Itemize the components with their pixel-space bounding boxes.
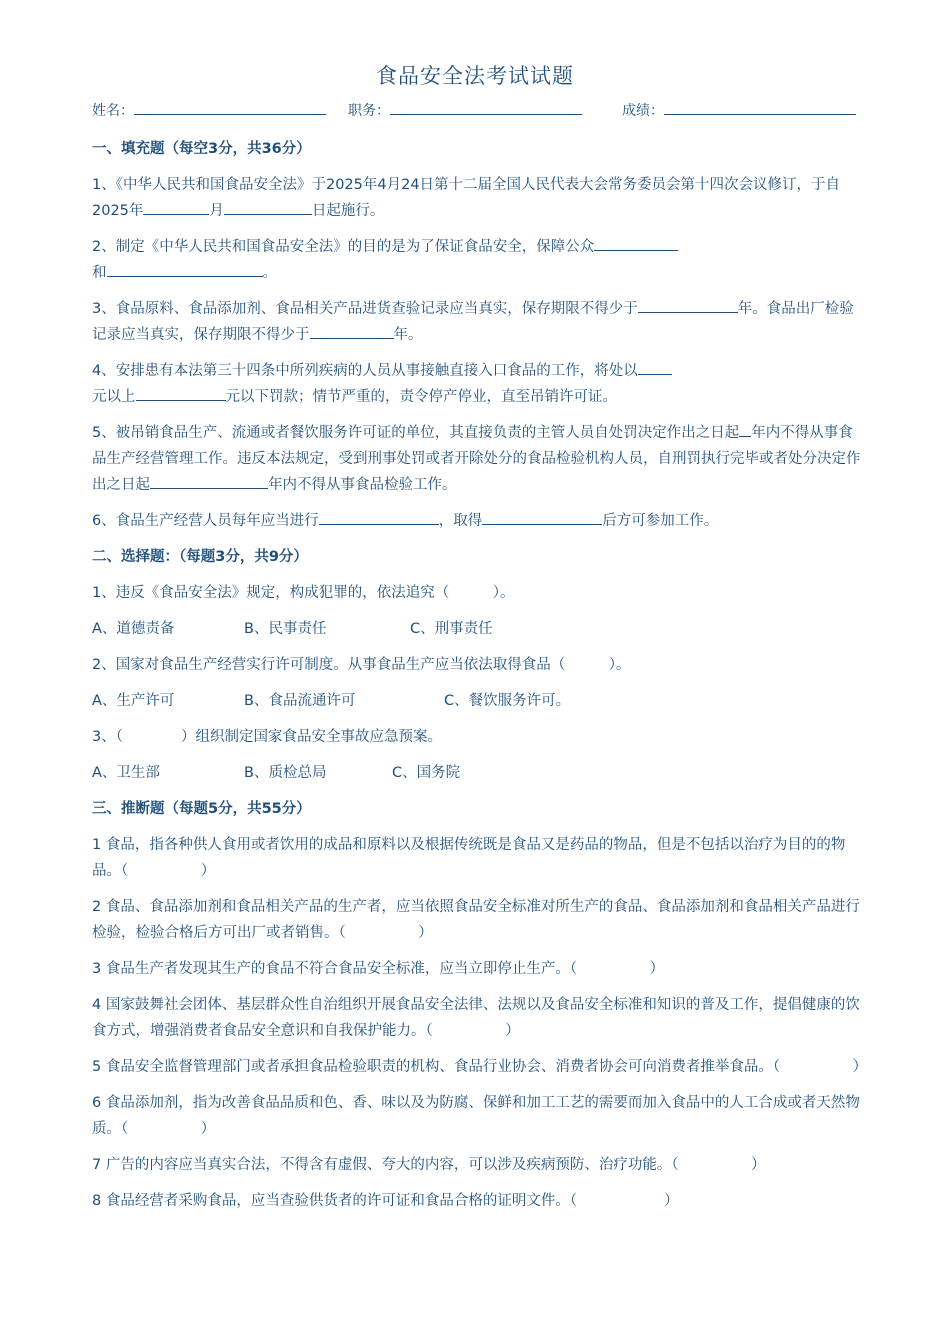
- option-b[interactable]: B、食品流通许可: [244, 693, 356, 709]
- answer-blank[interactable]: [638, 360, 672, 375]
- answer-blank[interactable]: [136, 386, 226, 401]
- fill-question-1: [92, 172, 862, 224]
- question-text: 后方可参加工作。: [602, 513, 719, 529]
- question-text: 6、食品生产经营人员每年应当进行: [92, 513, 319, 529]
- judge-question-5: 5 食品安全监督管理部门或者承担食品检验职责的机构、食品行业协会、消费者协会可向消费者推举食品。（ ）: [92, 1059, 868, 1075]
- name-label: 姓名：: [92, 103, 134, 119]
- question-text: 2、制定《中华人民共和国食品安全法》的目的是为了保证食品安全，保障公众: [92, 239, 595, 255]
- answer-blank[interactable]: [310, 324, 394, 339]
- score-blank[interactable]: [664, 101, 856, 115]
- option-b[interactable]: B、质检总局: [244, 765, 327, 781]
- choice-question-2: 2、国家对食品生产经营实行许可制度。从事食品生产应当依法取得食品（ ）。: [92, 657, 631, 673]
- fill-question-5: [92, 420, 862, 498]
- question-text: 日起施行。: [311, 203, 385, 219]
- section-fill-in-heading: 一、填充题（每空3分，共36分）: [92, 141, 311, 157]
- question-text: 年。食品出厂检验记录应当真实，保存期限不得少于: [92, 301, 854, 343]
- name-blank[interactable]: [134, 101, 326, 115]
- question-text: 5、被吊销食品生产、流通或者餐饮服务许可证的单位，其直接负责的主管人员自处罚决定作出之日起: [92, 425, 740, 441]
- score-field: [622, 100, 856, 120]
- judge-question-7: 7 广告的内容应当真实合法，不得含有虚假、夸大的内容，可以涉及疾病预防、治疗功能。（ ）: [92, 1157, 766, 1173]
- question-text: 1、《中华人民共和国食品安全法》于2025年4月24日第十二届全国人民代表大会常务委员会第十四次会议修订，于自2025年: [92, 177, 841, 219]
- answer-blank[interactable]: [224, 200, 312, 215]
- judge-question-6: 6 食品添加剂，指为改善食品品质和色、香、味以及为防腐、保鲜和加工工艺的需要而加入食品中的人工合成或者天然物质。（ ）: [92, 1095, 860, 1137]
- judge-question-1: 1 食品，指各种供人食用或者饮用的成品和原料以及根据传统既是食品又是药品的物品，但是不包括以治疗为目的的物品。（ ）: [92, 837, 846, 879]
- fill-question-3: [92, 296, 862, 348]
- question-text: ，取得: [438, 513, 483, 529]
- header-fields: [92, 100, 864, 122]
- judge-question-8: 8 食品经营者采购食品，应当查验供货者的许可证和食品合格的证明文件。（ ）: [92, 1193, 679, 1209]
- option-c[interactable]: C、刑事责任: [410, 621, 493, 637]
- question-text: 4、安排患有本法第三十四条中所列疾病的人员从事接触直接入口食品的工作，将处以: [92, 363, 638, 379]
- judge-question-3: 3 食品生产者发现其生产的食品不符合食品安全标准，应当立即停止生产。（ ）: [92, 961, 665, 977]
- score-label: 成绩：: [622, 103, 664, 119]
- question-text: 元以下罚款；情节严重的，责令停产停业，直至吊销许可证。: [225, 389, 617, 405]
- choice-question-1: 1、违反《食品安全法》规定，构成犯罪的，依法追究（ ）。: [92, 585, 515, 601]
- question-text: 3、食品原料、食品添加剂、食品相关产品进货查验记录应当真实，保存期限不得少于: [92, 301, 638, 317]
- choice-options-3: [92, 760, 862, 786]
- choice-options-1: [92, 616, 862, 642]
- option-b[interactable]: B、民事责任: [244, 621, 327, 637]
- question-text: 和: [92, 265, 107, 281]
- question-text: 元以上: [92, 389, 136, 405]
- choice-options-2: [92, 688, 862, 714]
- exam-content: [92, 136, 868, 1224]
- answer-blank[interactable]: [150, 474, 268, 489]
- option-c[interactable]: C、国务院: [392, 765, 461, 781]
- section-choice-heading: 二、选择题：（每题3分，共9分）: [92, 549, 308, 565]
- name-field: [92, 100, 326, 120]
- option-a[interactable]: A、卫生部: [92, 765, 160, 781]
- answer-blank[interactable]: [107, 262, 263, 277]
- question-text: 年内不得从事食品生产经营管理工作。违反本法规定，受到刑事处罚或者开除处分的食品检验机构人员，自刑罚执行完毕或者处分决定作出之日起: [92, 425, 861, 493]
- question-text: 。: [262, 265, 277, 281]
- fill-question-6: [92, 508, 862, 534]
- answer-blank[interactable]: [594, 236, 678, 251]
- fill-question-2: [92, 234, 862, 286]
- position-label: 职务：: [348, 103, 390, 119]
- answer-blank[interactable]: [482, 510, 602, 525]
- question-text: 年。: [393, 327, 423, 343]
- answer-blank[interactable]: [638, 298, 738, 313]
- answer-blank[interactable]: [319, 510, 439, 525]
- section-true-false-heading: 三、推断题（每题5分，共55分）: [92, 801, 311, 817]
- option-c[interactable]: C、餐饮服务许可。: [444, 693, 571, 709]
- question-text: 月: [209, 203, 224, 219]
- page-title: 食品安全法考试试题: [376, 64, 574, 88]
- answer-blank[interactable]: [143, 200, 209, 215]
- fill-question-4: [92, 358, 862, 410]
- judge-question-4: 4 国家鼓舞社会团体、基层群众性自治组织开展食品安全法律、法规以及食品安全标准和知识的普及工作，提倡健康的饮食方式，增强消费者食品安全意识和自我保护能力。（ ）: [92, 997, 860, 1039]
- option-a[interactable]: A、生产许可: [92, 693, 175, 709]
- position-field: [348, 100, 582, 120]
- option-a[interactable]: A、道德责备: [92, 621, 175, 637]
- answer-blank[interactable]: [739, 422, 751, 437]
- choice-question-3: 3、（ ）组织制定国家食品安全事故应急预案。: [92, 729, 442, 745]
- judge-question-2: 2 食品、食品添加剂和食品相关产品的生产者，应当依照食品安全标准对所生产的食品、食品添加剂和食品相关产品进行检验，检验合格后方可出厂或者销售。（ ）: [92, 899, 860, 941]
- question-text: 年内不得从事食品检验工作。: [268, 477, 457, 493]
- position-blank[interactable]: [390, 101, 582, 115]
